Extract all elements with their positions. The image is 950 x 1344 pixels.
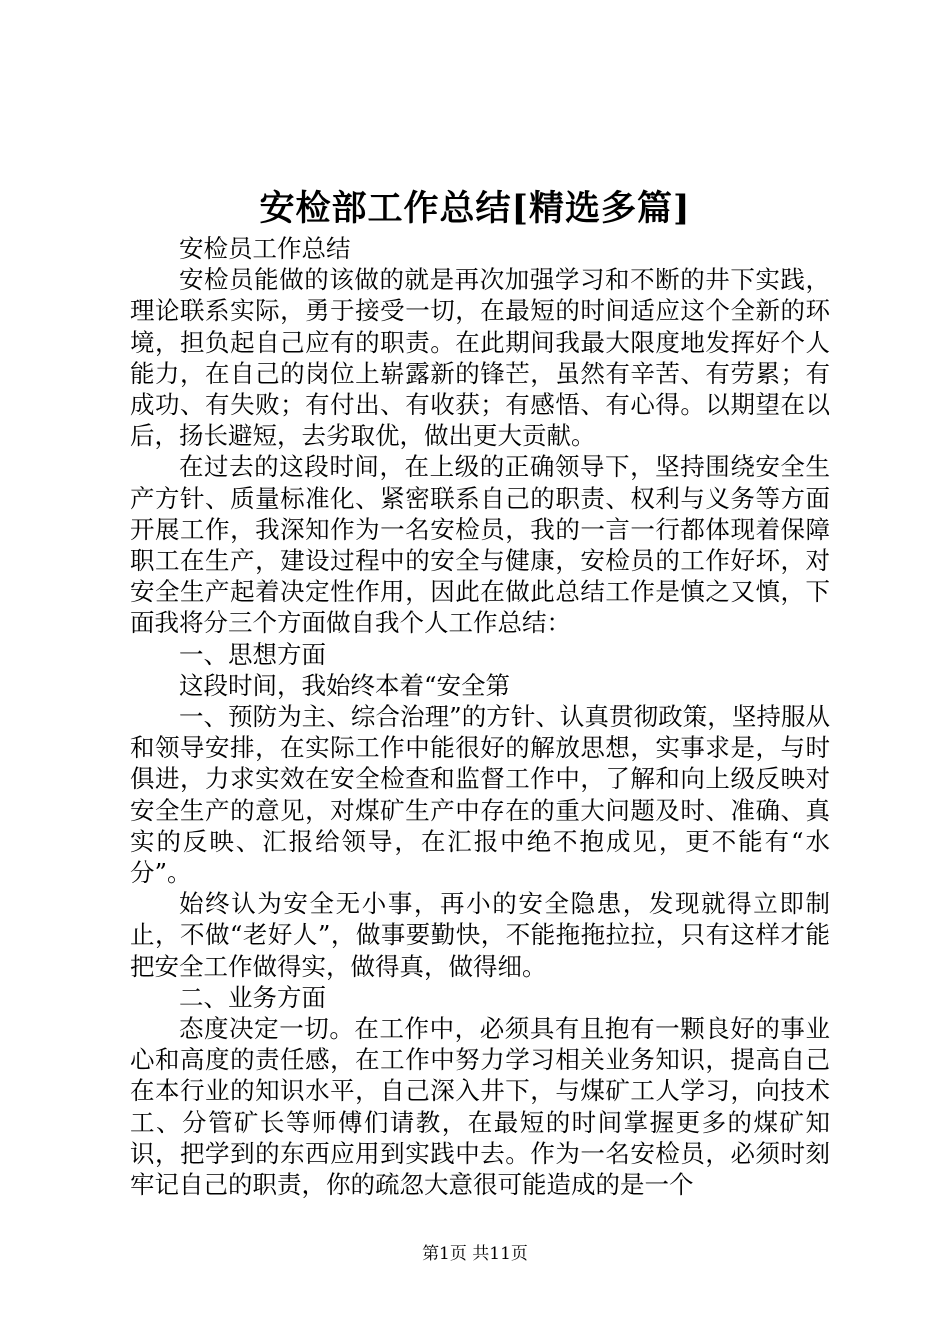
paragraph-thought-safety: 始终认为安全无小事，再小的安全隐患，发现就得立即制止，不做“老好人”，做事要勤快，不能拖拖拉拉，只有这样才能把安全工作做得实，做得真，做得细。 [130, 889, 830, 981]
paragraph-business-attitude: 态度决定一切。在工作中，必须具有且抱有一颗良好的事业心和高度的责任感，在工作中努力学习相关业务知识，提高自己在本行业的知识水平，自己深入井下，与煤矿工人学习，向技术工、分管矿长等师傅们请教，在最短的时间掌握更多的煤矿知识，把学到的东西应用到实践中去。作为一名安检员，必须时刻牢记自己的职责，你的疏忽大意很可能造成的是一个 [130, 1014, 830, 1200]
document-title: 安检部工作总结[精选多篇] [259, 188, 691, 229]
page-number-footer: 第1页 共11页 [422, 1244, 528, 1264]
paragraph-overview: 在过去的这段时间，在上级的正确领导下，坚持围绕安全生产方针、质量标准化、紧密联系自己的职责、权利与义务等方面开展工作，我深知作为一名安检员，我的一言一行都体现着保障职工在生产，建设过程中的安全与健康，安检员的工作好坏，对安全生产起着决定性作用，因此在做此总结工作是慎之又慎，下面我将分三个方面做自我个人工作总结： [130, 452, 830, 638]
section-heading-business: 二、业务方面 [179, 982, 326, 1012]
document-subtitle: 安检员工作总结 [179, 234, 351, 263]
document-body [130, 233, 830, 1200]
paragraph-intro: 安检员能做的该做的就是再次加强学习和不断的井下实践，理论联系实际，勇于接受一切，在最短的时间适应这个全新的环境，担负起自己应有的职责。在此期间我最大限度地发挥好个人能力，在自己的岗位上崭露新的锋芒，虽然有辛苦、有劳累；有成功、有失败；有付出、有收获；有感悟、有心得。以期望在以后，扬长避短，去劣取优，做出更大贡献。 [130, 265, 830, 451]
section-thought-opening-line: 这段时间，我始终本着“安全第 [179, 670, 511, 700]
paragraph-thought-policy: 一、预防为主、综合治理”的方针、认真贯彻政策，坚持服从和领导安排，在实际工作中能很好的解放思想，实事求是，与时俱进，力求实效在安全检查和监督工作中，了解和向上级反映对安全生产的意见，对煤矿生产中存在的重大问题及时、准确、真实的反映、汇报给领导，在汇报中绝不抱成见，更不能有“水分”。 [130, 702, 830, 888]
section-heading-thought: 一、思想方面 [179, 639, 326, 669]
